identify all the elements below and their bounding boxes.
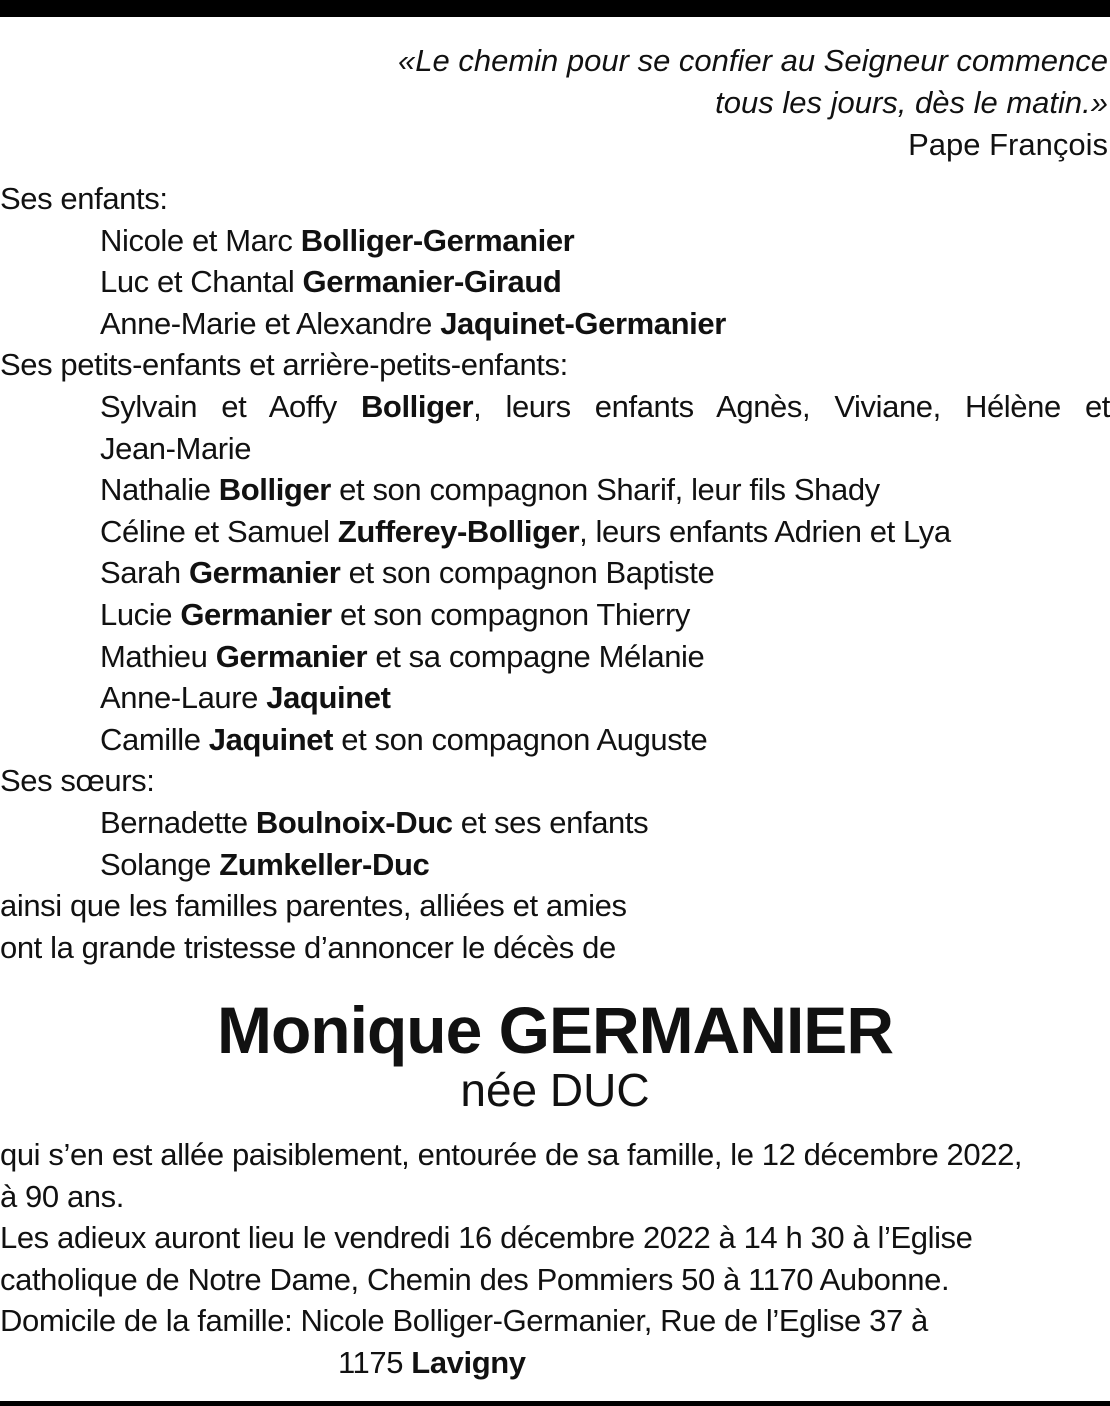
entry-surname: Jaquinet	[266, 680, 391, 716]
sister-entry	[0, 802, 1110, 844]
death-details-line: à 90 ans.	[0, 1178, 124, 1214]
entry-names: Mathieu	[100, 638, 216, 674]
entry-names: Céline et Samuel	[100, 513, 338, 549]
domicile-zip: 1175	[338, 1344, 412, 1380]
entry-surname: Zumkeller-Duc	[219, 846, 430, 882]
announcement-line: ainsi que les familles parentes, alliées et amies	[0, 888, 627, 924]
entry-surname: Zufferey-Bolliger	[337, 513, 580, 549]
quote-line-2: tous les jours, dès le matin.»	[715, 85, 1108, 120]
entry-detail: et ses enfants	[452, 804, 649, 840]
entry-names: Luc et Chantal	[100, 264, 303, 300]
entry-detail: et sa compagne Mélanie	[367, 638, 705, 674]
bottom-rule	[0, 1401, 1110, 1406]
entry-names: Anne-Laure	[100, 680, 267, 716]
entry-names: Sylvain et Aoffy	[100, 388, 361, 424]
entry-names: Nathalie	[100, 472, 219, 508]
closing-details	[0, 1134, 1110, 1383]
entry-detail: et son compagnon Sharif, leur fils Shady	[330, 472, 880, 508]
family-domicile-address	[0, 1342, 1110, 1384]
quote-author: Pape François	[908, 127, 1108, 162]
funeral-details-line: catholique de Notre Dame, Chemin des Pommiers 50 à 1170 Aubonne.	[0, 1261, 950, 1297]
maiden-name: née DUC	[460, 1064, 650, 1116]
sisters-heading: Ses sœurs:	[0, 763, 155, 799]
grandchild-entry	[0, 719, 1110, 761]
entry-surname: Jaquinet-Germanier	[440, 305, 726, 341]
entry-detail: et son compagnon Auguste	[333, 721, 708, 757]
entry-names: Nicole et Marc	[100, 222, 301, 258]
quote-line-1: «Le chemin pour se confier au Seigneur commence	[398, 43, 1108, 78]
child-entry	[0, 220, 1110, 262]
deceased-name: Monique GERMANIER	[217, 993, 893, 1067]
entry-surname: Germanier	[215, 638, 368, 674]
entry-surname: Bolliger	[360, 388, 474, 424]
entry-names: Sarah	[100, 555, 189, 591]
announcement-line: ont la grande tristesse d’annoncer le décès de	[0, 929, 616, 965]
grandchild-entry	[0, 677, 1110, 719]
entry-detail: , leurs enfants Adrien et Lya	[579, 513, 951, 549]
family-list	[0, 178, 1110, 968]
entry-detail: et son compagnon Baptiste	[340, 555, 715, 591]
grandchild-entry	[0, 511, 1110, 553]
grandchild-entry	[0, 594, 1110, 636]
entry-surname: Germanier	[180, 596, 332, 632]
grandchild-entry	[0, 636, 1110, 678]
grandchild-entry-continuation: Jean-Marie	[100, 430, 252, 466]
top-rule	[0, 0, 1110, 17]
children-heading: Ses enfants:	[0, 181, 168, 216]
family-domicile-line: Domicile de la famille: Nicole Bolliger-Germanier, Rue de l’Eglise 37 à	[0, 1303, 928, 1338]
epigraph-quote	[398, 40, 1108, 166]
grandchild-entry	[0, 386, 1110, 428]
entry-names: Lucie	[100, 596, 181, 632]
entry-detail: et son compagnon Thierry	[331, 596, 690, 632]
entry-surname: Jaquinet	[208, 721, 334, 757]
entry-detail: , leurs enfants Agnès, Viviane, Hélène et	[473, 388, 1110, 424]
entry-surname: Boulnoix-Duc	[255, 804, 453, 840]
entry-surname: Bolliger-Germanier	[300, 222, 575, 258]
domicile-city: Lavigny	[411, 1344, 526, 1380]
entry-names: Bernadette	[100, 804, 256, 840]
entry-surname: Germanier	[188, 555, 341, 591]
funeral-details-line: Les adieux auront lieu le vendredi 16 décembre 2022 à 14 h 30 à l’Eglise	[0, 1220, 973, 1255]
death-details-line: qui s’en est allée paisiblement, entourée de sa famille, le 12 décembre 2022,	[0, 1137, 1023, 1172]
sister-entry	[0, 844, 1110, 886]
child-entry	[0, 303, 1110, 345]
deceased-block	[0, 990, 1110, 1116]
entry-names: Solange	[100, 846, 220, 882]
child-entry	[0, 261, 1110, 303]
grandchild-entry	[0, 469, 1110, 511]
entry-names: Anne-Marie et Alexandre	[100, 305, 441, 341]
grandchildren-heading: Ses petits-enfants et arrière-petits-enfants:	[0, 347, 568, 383]
entry-surname: Bolliger	[218, 472, 331, 508]
entry-surname: Germanier-Giraud	[302, 264, 562, 300]
entry-names: Camille	[100, 721, 209, 757]
grandchild-entry	[0, 552, 1110, 594]
